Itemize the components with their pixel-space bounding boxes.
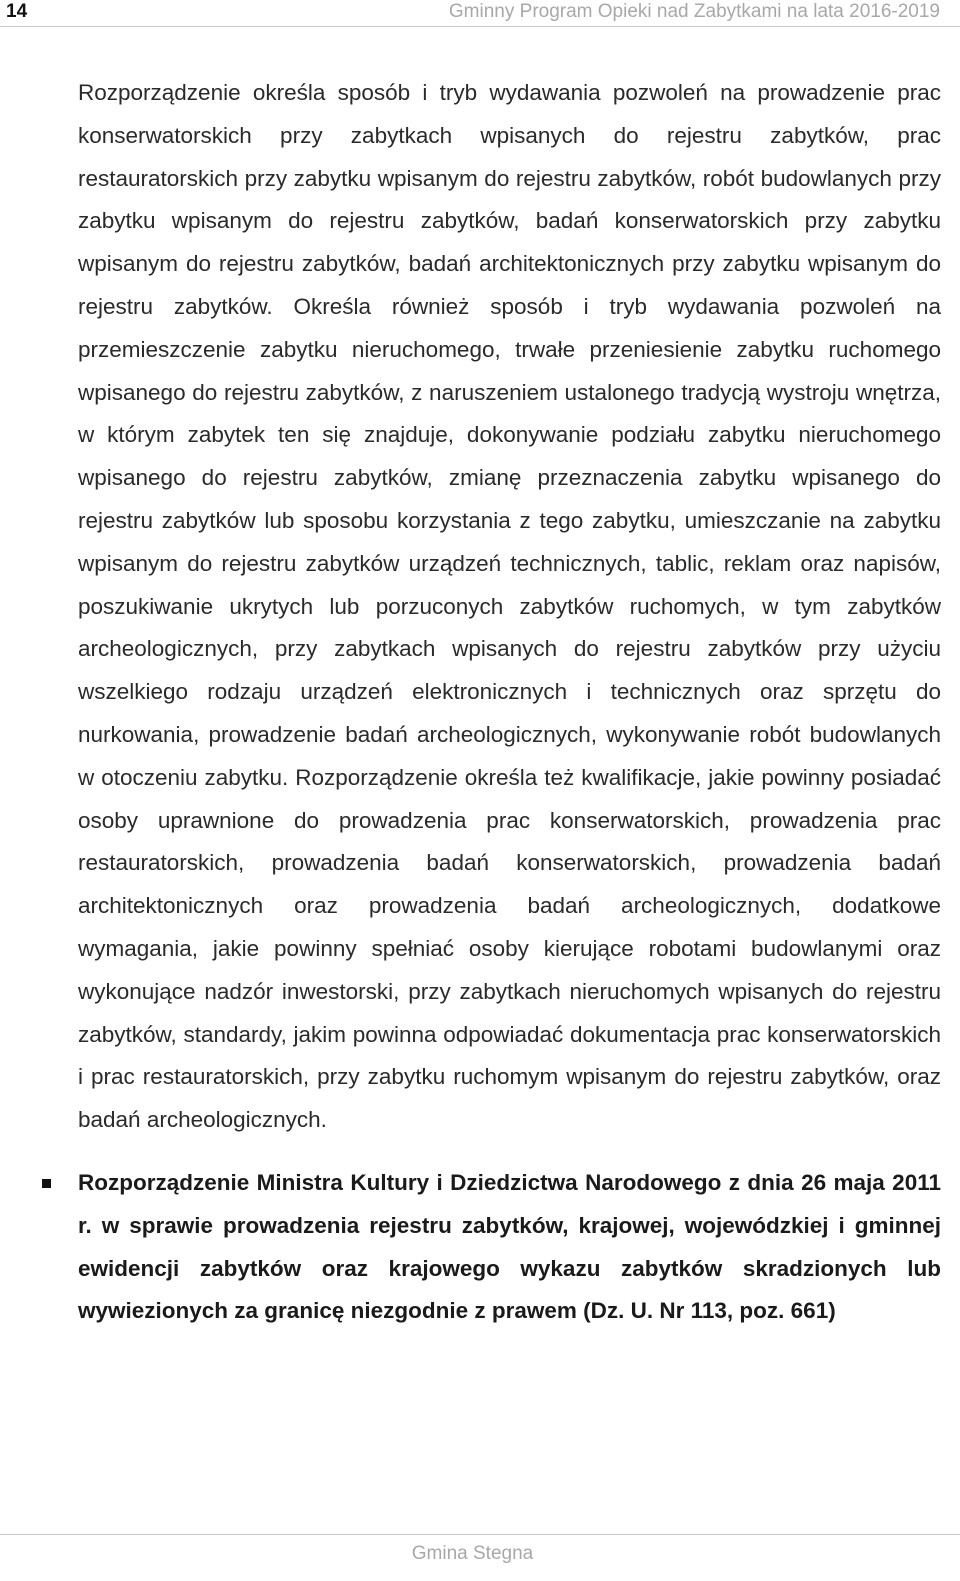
square-bullet-icon (42, 1179, 51, 1188)
list-item (78, 1162, 941, 1333)
page-number: 14 (6, 1, 28, 22)
body-paragraph: Rozporządzenie określa sposób i tryb wydawania pozwoleń na prowadzenie prac konserwatorskich przy zabytkach wpisanych do rejestru zabytków, prac restauratorskich przy zabytku wpisanym do rejestru zabytków, robót budowlanych przy zabytku wpisanym do rejestru zabytków, badań konserwatorskich przy zabytku wpisanym do rejestru zabytków, badań architektonicznych przy zabytku wpisanym do rejestru zabytków. Określa również sposób i tryb wydawania pozwoleń na przemieszczenie zabytku nieruchomego, trwałe przeniesienie zabytku ruchomego wpisanego do rejestru zabytków, z naruszeniem ustalonego tradycją wystroju wnętrza, w którym zabytek ten się znajduje, dokonywanie podziału zabytku nieruchomego wpisanego do rejestru zabytków, zmianę przeznaczenia zabytku wpisanego do rejestru zabytków lub sposobu korzystania z tego zabytku, umieszczanie na zabytku wpisanym do rejestru zabytków urządzeń technicznych, tablic, reklam oraz napisów, poszukiwanie ukrytych lub porzuconych zabytków ruchomych, w tym zabytków archeologicznych, przy zabytkach wpisanych do rejestru zabytków przy użyciu wszelkiego rodzaju urządzeń elektronicznych i technicznych oraz sprzętu do nurkowania, prowadzenie badań archeologicznych, wykonywanie robót budowlanych w otoczeniu zabytku. Rozporządzenie określa też kwalifikacje, jakie powinny posiadać osoby uprawnione do prowadzenia prac konserwatorskich, prowadzenia prac restauratorskich, prowadzenia badań konserwatorskich, prowadzenia badań architektonicznych oraz prowadzenia badań archeologicznych, dodatkowe wymagania, jakie powinny spełniać osoby kierujące robotami budowlanymi oraz wykonujące nadzór inwestorski, przy zabytkach nieruchomych wpisanych do rejestru zabytków, standardy, jakim powinna odpowiadać dokumentacja prac konserwatorskich i prac restauratorskich, przy zabytku ruchomym wpisanym do rejestru zabytków, oraz badań archeologicznych. (78, 80, 941, 1133)
header-title: Gminny Program Opieki nad Zabytkami na lata 2016-2019 (448, 1, 940, 22)
page-footer (0, 1534, 960, 1581)
regulation-title: Rozporządzenie Ministra Kultury i Dziedzictwa Narodowego z dnia 26 maja 2011 r. w sprawie prowadzenia rejestru zabytków, krajowej, wojewódzkiej i gminnej ewidencji zabytków oraz krajowego wykazu zabytków skradzionych lub wywiezionych za granicę niezgodnie z prawem (Dz. U. Nr 113, poz. 661) (78, 1169, 941, 1324)
footer-text: Gmina Stegna (411, 1543, 534, 1564)
document-body (78, 72, 941, 1333)
page-header (0, 0, 960, 27)
